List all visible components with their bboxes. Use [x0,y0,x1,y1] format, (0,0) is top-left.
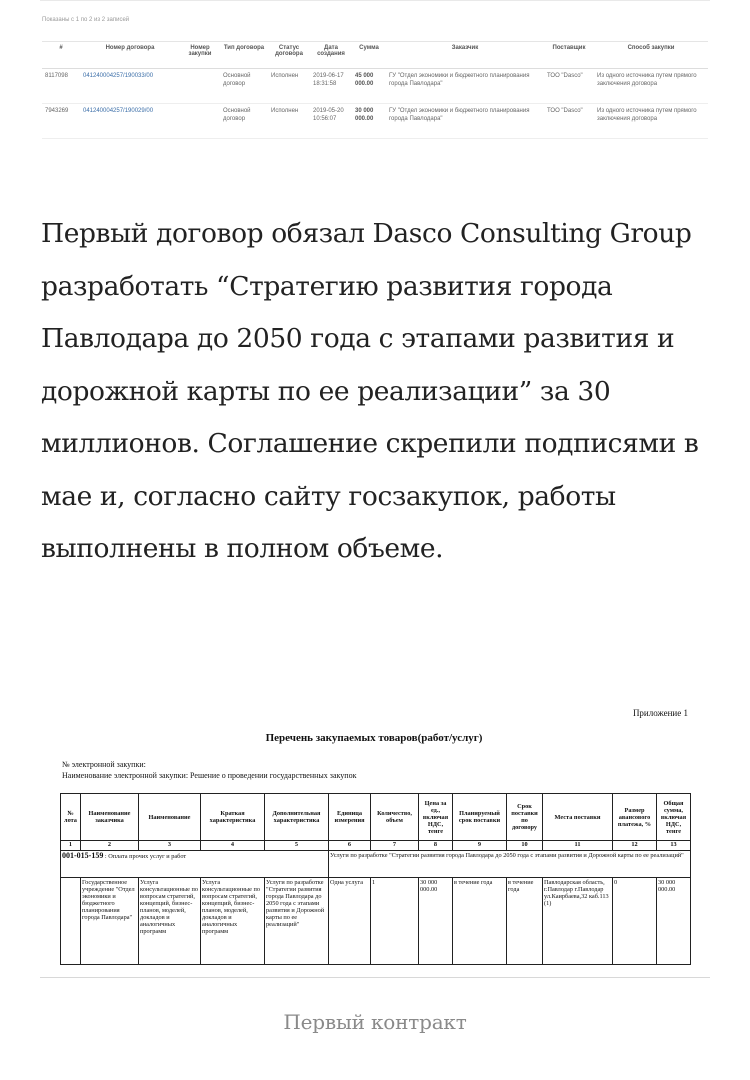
column-number: 7 [371,841,419,851]
table-row [42,104,708,139]
category-row [61,851,691,878]
column-number: 4 [201,841,265,851]
col-header[interactable]: Заказчик [386,42,544,69]
goods-col-header: Единица измерения [329,794,371,841]
col-header[interactable]: Способ закупки [594,42,708,69]
unit: Одна услуга [329,878,371,965]
goods-row [61,878,691,965]
goods-col-header: Размер авансового платежа, % [613,794,657,841]
goods-table [60,793,691,965]
col-header[interactable]: Номер закупки [180,42,220,69]
procurement-document-scan [54,700,694,968]
goods-col-header: Краткая характеристика [201,794,265,841]
created-date: 2019-05-20 10:56:07 [310,104,352,139]
col-header[interactable]: Статус договора [268,42,310,69]
goods-col-header: Срок поставки по договору [507,794,543,841]
customer: ГУ "Отдел экономики и бюджетного планирования города Павлодара" [386,104,544,139]
contracts-screenshot [40,0,710,143]
goods-col-header: Наименование [139,794,201,841]
category-code: 001-015-159 [62,851,104,860]
column-number: 6 [329,841,371,851]
contract-sum: 45 000 000.00 [352,69,386,104]
goods-col-header: Цена за ед., включая НДС, тенге [419,794,453,841]
col-header[interactable]: Тип договора [220,42,268,69]
image-caption: Первый контракт [283,1010,467,1034]
unit-price: 30 000 000.00 [419,878,453,965]
supplier: ТОО "Dasco" [544,69,594,104]
contracts-table [42,41,708,139]
purchase-number [180,69,220,104]
col-header[interactable]: Сумма [352,42,386,69]
goods-col-header: Общая сумма, включая НДС, тенге [657,794,691,841]
planned-term: в течение года [453,878,507,965]
extra-description: Услуги по разработке "Стратегии развития города Павлодара до 2050 года с этапами развития и Дорожной карты по ее реализаций" [265,878,329,965]
customer-name: Государственное учреждение "Отдел экономики и бюджетного планирования города Павлодара" [81,878,139,965]
table-row [42,69,708,104]
column-number-row [61,841,691,851]
purchase-number-label: № электронной закупки: [62,760,146,769]
total-sum: 30 000 000.00 [657,878,691,965]
purchase-method: Из одного источника путем прямого заключения договора [594,104,708,139]
caption-divider [40,977,710,978]
short-description: Услуга консультационные по вопросам стратегий, концепций, бизнес-планов, моделей, докладов и аналогичных программ [201,878,265,965]
column-number: 10 [507,841,543,851]
goods-col-header: Наименование заказчика [81,794,139,841]
contract-sum: 30 000 000.00 [352,104,386,139]
column-number: 8 [419,841,453,851]
col-header[interactable]: Номер договора [80,42,180,69]
purchase-name-label: Наименование электронной закупки: Решение о проведении государственных закупок [62,771,357,780]
appendix-label: Приложение 1 [632,708,688,718]
goods-col-header: Количество, объем [371,794,419,841]
row-id: 8117098 [42,69,80,104]
category-label: : Оплата прочих услуг и работ [104,853,187,860]
contract-status: Исполнен [268,69,310,104]
column-number: 13 [657,841,691,851]
table-header-row [42,42,708,69]
advance-payment: 0 [613,878,657,965]
column-number: 5 [265,841,329,851]
column-number: 2 [81,841,139,851]
goods-col-header: Дополнительная характеристика [265,794,329,841]
contract-term: в течение года [507,878,543,965]
created-date: 2019-06-17 18:31:58 [310,69,352,104]
col-header[interactable]: Дата создания [310,42,352,69]
customer: ГУ "Отдел экономики и бюджетного планирования города Павлодара" [386,69,544,104]
column-number: 1 [61,841,81,851]
quantity: 1 [371,878,419,965]
purchase-method: Из одного источника путем прямого заключения договора [594,69,708,104]
column-number: 12 [613,841,657,851]
column-number: 11 [543,841,613,851]
row-id: 7943269 [42,104,80,139]
column-number: 3 [139,841,201,851]
document-title: Перечень закупаемых товаров(работ/услуг) [265,732,483,744]
col-header[interactable]: Поставщик [544,42,594,69]
lot-number [61,878,81,965]
goods-col-header: Места поставки [543,794,613,841]
category-description: Услуги по разработке "Стратегии развития города Павлодара до 2050 года с этапами развития и Дорожной карты по ее реализаций" [329,851,691,878]
goods-col-header: Планируемый срок поставки [453,794,507,841]
purchase-number [180,104,220,139]
col-header[interactable]: # [42,42,80,69]
article-paragraph: Первый договор обязал Dasco Consulting Group разработать “Стратегию развития города Павлодара до 2050 года с этапами развития и дорожной карты по ее реализации” за 30 миллионов. Соглашение скрепили подписями в мае и, согласно сайту госзакупок, работы выполнены в полном объеме. [41,218,699,564]
contract-number-link[interactable]: 041240004257/190033/00 [80,69,180,104]
item-name: Услуга консультационные по вопросам стратегий, концепций, бизнес-планов, моделей, докладов и аналогичных программ [139,878,201,965]
supplier: ТОО "Dasco" [544,104,594,139]
contract-number-link[interactable]: 041240004257/190029/00 [80,104,180,139]
category-cell [61,851,329,878]
contract-type: Основной договор [220,69,268,104]
contract-type: Основной договор [220,104,268,139]
contract-status: Исполнен [268,104,310,139]
column-number: 9 [453,841,507,851]
goods-col-header: № лота [61,794,81,841]
delivery-place: Павлодарская область, г.Павлодар г.Павлодар ул.Каирбаева,32 каб.113 (1) [543,878,613,965]
table-summary: Показаны с 1 по 2 из 2 записей [42,17,130,23]
goods-header-row [61,794,691,841]
